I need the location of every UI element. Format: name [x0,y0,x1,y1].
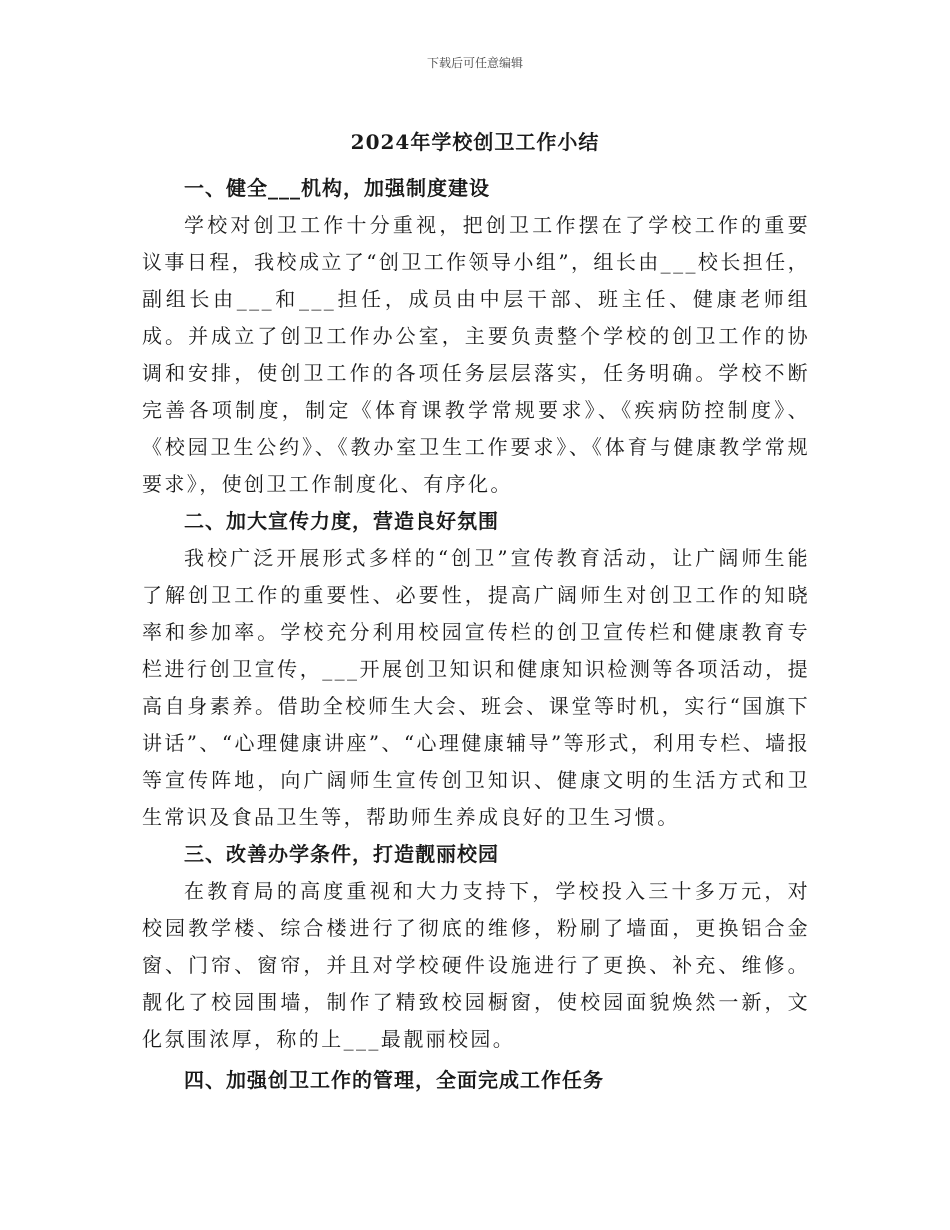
section-paragraph-1: 学校对创卫工作十分重视，把创卫工作摆在了学校工作的重要议事日程，我校成立了“创卫工作领导小组”，组长由___校长担任，副组长由___和___担任，成员由中层干部、班主任、健康老师组成。并成立了创卫工作办公室，主要负责整个学校的创卫工作的协调和安排，使创卫工作的各项任务层层落实，任务明确。学校不断完善各项制度，制定《体育课教学常规要求》、《疾病防控制度》、《校园卫生公约》、《教办室卫生工作要求》、《体育与健康教学常规要求》，使创卫工作制度化、有序化。 [142,213,810,496]
section-heading-4: 四、加强创卫工作的管理，全面完成工作任务 [184,1068,604,1092]
section-heading-1: 一、健全___机构，加强制度建设 [184,176,490,200]
section-heading-2: 二、加大宣传力度，营造良好氛围 [184,509,499,533]
document-body [142,170,810,1099]
section-paragraph-3: 在教育局的高度重视和大力支持下，学校投入三十多万元，对校园教学楼、综合楼进行了彻底的维修，粉刷了墙面，更换铝合金窗、门帘、窗帘，并且对学校硬件设施进行了更换、补充、维修。靓化了校园围墙，制作了精致校园橱窗，使校园面貌焕然一新，文化氛围浓厚，称的上___最靓丽校园。 [142,879,810,1051]
header-note: 下载后可任意编辑 [426,56,523,70]
section-paragraph-2: 我校广泛开展形式多样的“创卫”宣传教育活动，让广阔师生能了解创卫工作的重要性、必要性，提高广阔师生对创卫工作的知晓率和参加率。学校充分利用校园宣传栏的创卫宣传栏和健康教育专栏进行创卫宣传，___开展创卫知识和健康知识检测等各项活动，提高自身素养。借助全校师生大会、班会、课堂等时机，实行“国旗下讲话”、“心理健康讲座”、“心理健康辅导”等形式，利用专栏、墙报等宣传阵地，向广阔师生宣传创卫知识、健康文明的生活方式和卫生常识及食品卫生等，帮助师生养成良好的卫生习惯。 [142,546,810,829]
section-heading-3: 三、改善办学条件，打造靓丽校园 [184,842,499,866]
document-title: 2024年学校创卫工作小结 [350,130,600,154]
